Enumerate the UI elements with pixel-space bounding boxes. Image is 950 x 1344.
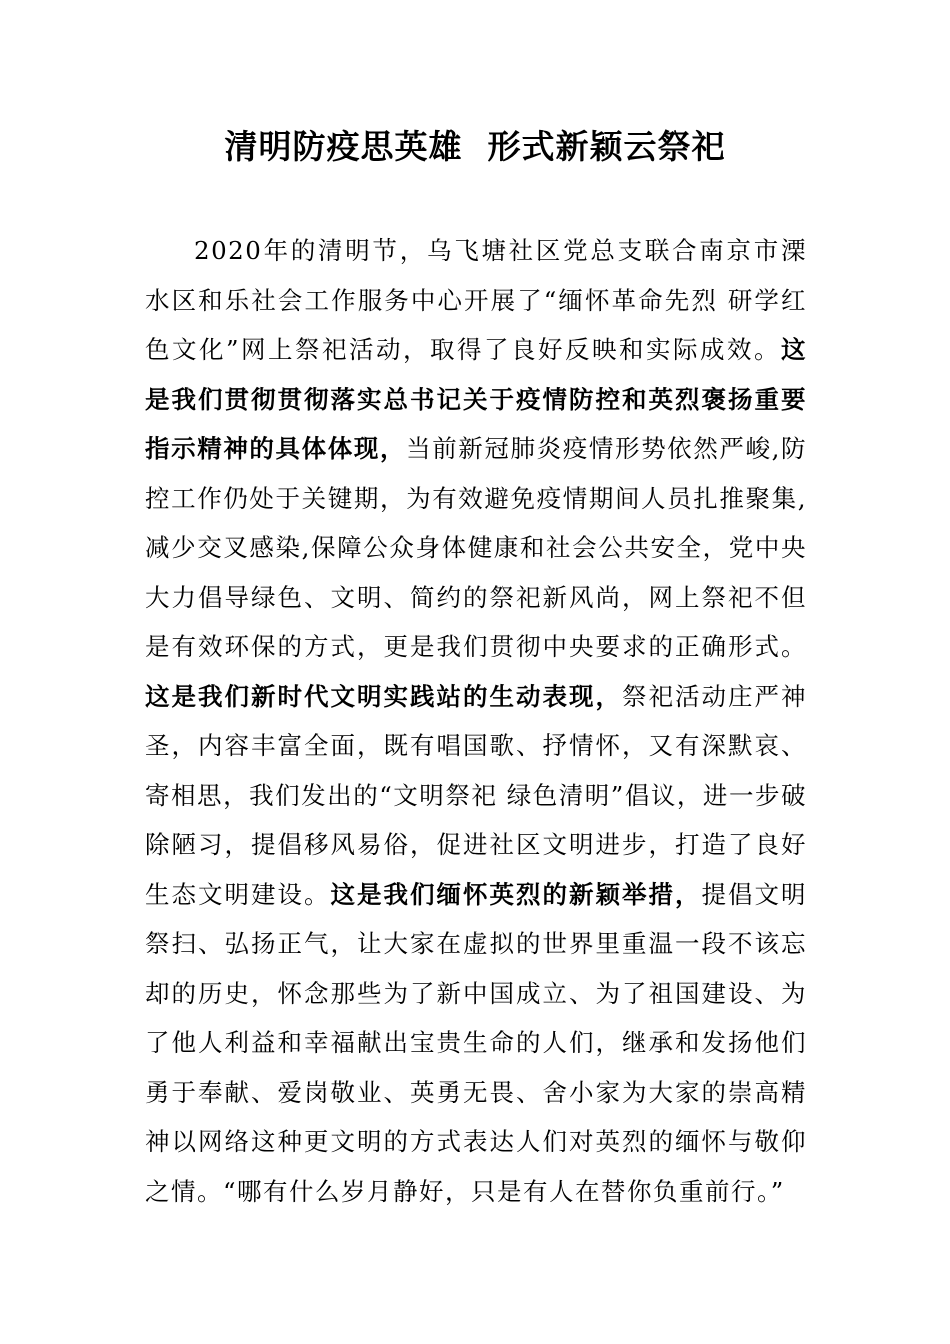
paragraph-segment-intro: 2020年的清明节，乌飞塘社区党总支联合南京市溧水区和乐社会工作服务中心开展了“缅怀革命先烈 研学红色文化”网上祭祀活动，取得了良好反映和实际成效。 bbox=[145, 236, 807, 364]
paragraph-segment-emphasis-2: 这是我们新时代文明实践站的生动表现， bbox=[145, 681, 622, 711]
paragraph-segment-context: 当前新冠肺炎疫情形势依然严峻,防控工作仍处于关键期，为有效避免疫情期间人员扎推聚集,减少交叉感染,保障公众身体健康和社会公共安全，党中央大力倡导绿色、文明、简约的祭祀新风尚，网上祭祀不但是有效环保的方式，更是我们贯彻中央要求的正确形式。 bbox=[145, 434, 808, 661]
paragraph-segment-activity: 祭祀活动庄严神圣，内容丰富全面，既有唱国歌、抒情怀，又有深默哀、寄相思，我们发出的“文明祭祀 绿色清明”倡议，进一步破除陋习，提倡移风易俗，促进社区文明进步，打造了良好生态文明建设。 bbox=[145, 681, 807, 909]
paragraph-segment-conclusion: 提倡文明祭扫、弘扬正气，让大家在虚拟的世界里重温一段不该忘却的历史，怀念那些为了新中国成立、为了祖国建设、为了他人利益和幸福献出宝贵生命的人们，继承和发扬他们勇于奉献、爱岗敬业、英勇无畏、舍小家为大家的崇高精神以网络这种更文明的方式表达人们对英烈的缅怀与敬仰之情。“哪有什么岁月静好，只是有人在替你负重前行。” bbox=[145, 879, 807, 1206]
paragraph-segment-emphasis-3: 这是我们缅怀英烈的新颖举措， bbox=[330, 879, 702, 909]
body-paragraph bbox=[145, 226, 807, 1216]
document-title: 清明防疫思英雄 形式新颖云祭祀 bbox=[224, 127, 726, 166]
paragraph-segment-emphasis-1: 这是我们贯彻贯彻落实总书记关于疫情防控和英烈褒扬重要指示精神的具体体现， bbox=[145, 335, 807, 463]
